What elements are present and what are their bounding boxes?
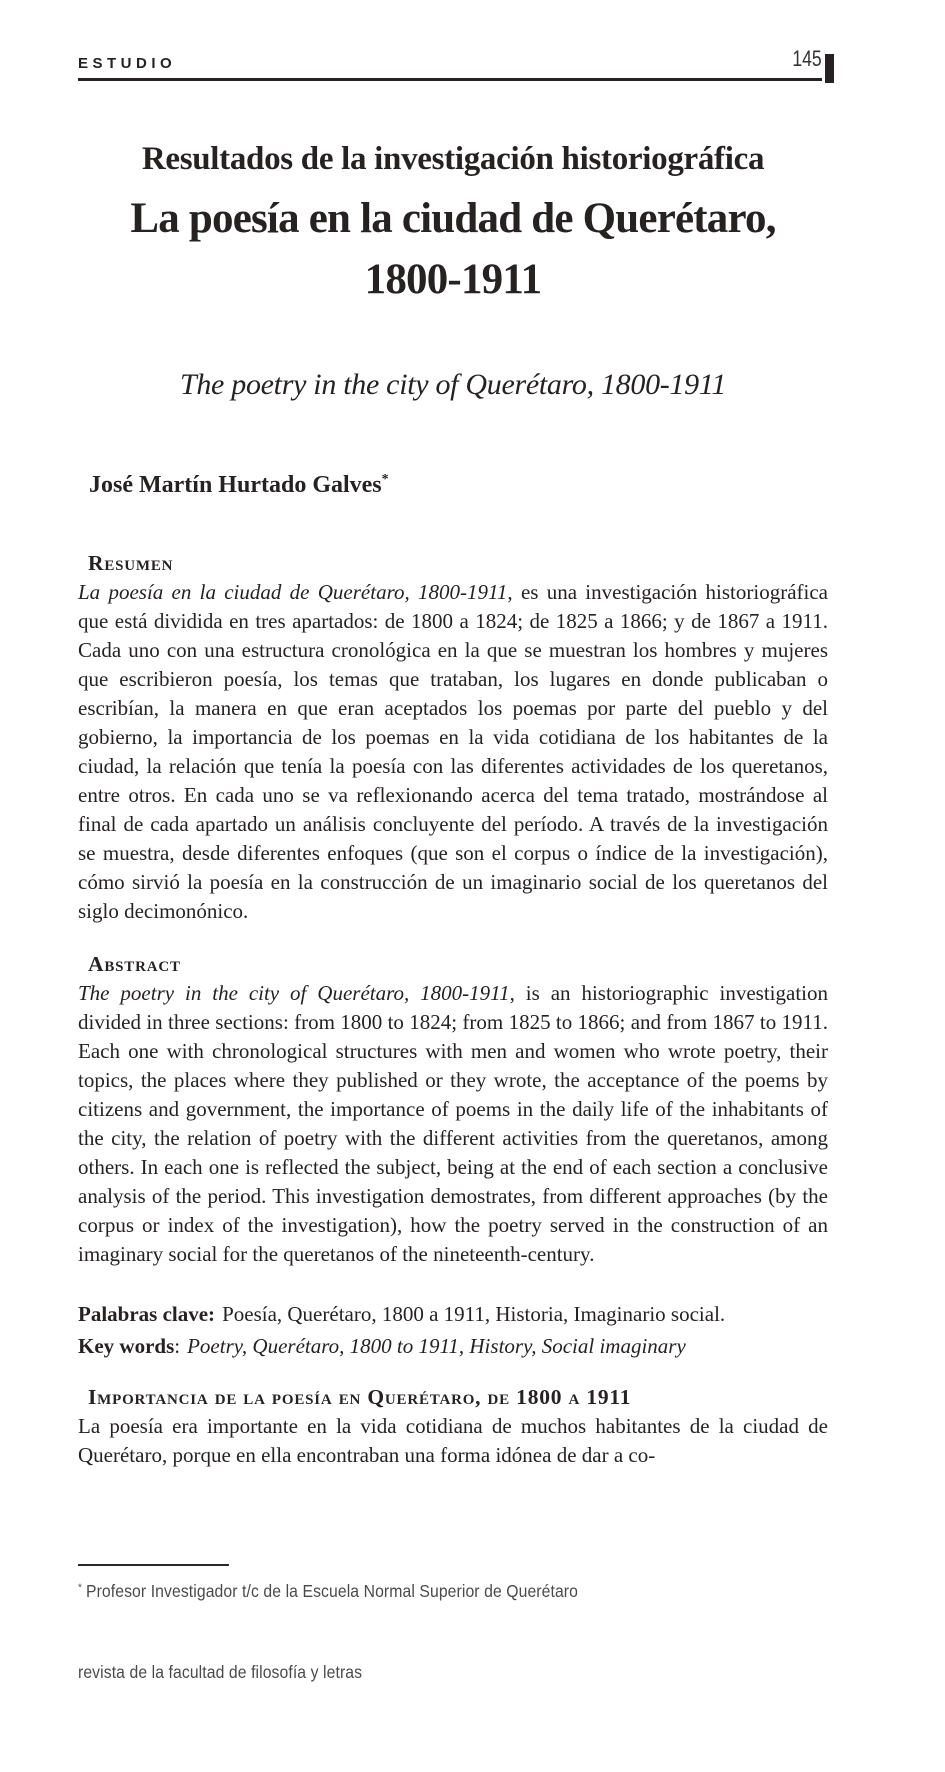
resumen-paragraph	[78, 578, 828, 926]
footnote-rule	[78, 1564, 229, 1566]
keywords-en-label: Key words	[78, 1334, 175, 1359]
author-name: José Martín Hurtado Galves	[89, 472, 382, 499]
footnote-block	[78, 1564, 828, 1602]
resumen-heading: Resumen	[88, 551, 174, 576]
text-column	[78, 0, 828, 1470]
page-number: 145	[792, 46, 822, 71]
resumen-body-text: , es una investigación historiográfica que está dividida en tres apartados: de 1800 a 1824; de 1825 a 1866; y de 1867 a 1911. Cada uno con una estructura cronológica en la que se muestran los hombres y mujeres que escribieron poesía, los temas que trataban, los lugares en donde publicaban o escribían, la manera en que eran aceptados los poemas por parte del pueblo y del gobierno, la importancia de los poemas en la vida cotidiana de los habitantes de la ciudad, la relación que tenía la poesía con las diferentes actividades de los queretanos, entre otros. En cada uno se va reflexionando acerca del tema tratado, mostrándose al final de cada apartado un análisis concluyente del período. A través de la investigación se muestra, desde diferentes enfoques (que son el corpus o índice de la investigación), cómo sirvió la poesía en la construcción de un imaginario social de los queretanos del siglo decimonónico.	[78, 580, 828, 924]
subtitle-english: The poetry in the city of Querétaro, 1800-1911	[179, 368, 727, 402]
title-kicker: Resultados de la investigación historiográfica	[141, 141, 765, 177]
keywords-es-text: Poesía, Querétaro, 1800 a 1911, Historia, Imaginario social.	[222, 1302, 726, 1327]
keywords-en-separator: :	[174, 1334, 181, 1359]
abstract-body-text: , is an historiographic investigation divided in three sections: from 1800 to 1824; from 1825 to 1866; and from 1867 to 1911. Each one with chronological structures with men and women who wrote poetry, their topics, the places where they published or they wrote, the acceptance of the poems by citizens and government, the importance of poems in the daily life of the inhabitants of the city, the relation of poetry with the different activities from the queretanos, among others. In each one is reflected the subject, being at the end of each section a conclusive analysis of the period. This investigation demostrates, from different approaches (by the corpus or index of the investigation), how the poetry served in the construction of an imaginary social for the queretanos of the nineteenth-century.	[78, 981, 828, 1267]
keywords-en-text: Poetry, Querétaro, 1800 to 1911, History, Social imaginary	[187, 1334, 686, 1359]
page-header	[78, 46, 822, 81]
author-line	[78, 472, 828, 499]
resumen-lead-italic: La poesía en la ciudad de Querétaro, 1800-1911	[78, 580, 508, 605]
keywords-en-line	[78, 1331, 828, 1361]
section-heading: Importancia de la poesía en Querétaro, de 1800 a 1911	[88, 1385, 632, 1410]
section-paragraph: La poesía era importante en la vida cotidiana de muchos habitantes de la ciudad de Querétaro, porque en ella encontraban una forma idónea de dar a co-	[78, 1414, 828, 1468]
footnote-marker: *	[78, 1582, 82, 1594]
footnote-line	[78, 1581, 828, 1602]
abstract-heading: Abstract	[88, 952, 181, 977]
abstract-paragraph	[78, 979, 828, 1269]
footer-text: revista de la facultad de filosofía y letras	[78, 1662, 363, 1682]
title-main-line2: 1800-1911	[364, 256, 542, 304]
journal-footer	[78, 1662, 394, 1683]
author-footnote-marker: *	[381, 472, 389, 488]
footnote-text: Profesor Investigador t/c de la Escuela Normal Superior de Querétaro	[85, 1581, 578, 1601]
article-title-block	[78, 141, 828, 310]
running-head-label: ESTUDIO	[78, 55, 177, 72]
header-corner-bar	[825, 54, 834, 83]
keywords-es-label: Palabras clave:	[78, 1302, 216, 1327]
keywords-es-line	[78, 1299, 828, 1329]
title-main-line1: La poesía en la ciudad de Querétaro,	[130, 195, 776, 242]
abstract-lead-italic: The poetry in the city of Querétaro, 1800-1911	[78, 981, 510, 1006]
